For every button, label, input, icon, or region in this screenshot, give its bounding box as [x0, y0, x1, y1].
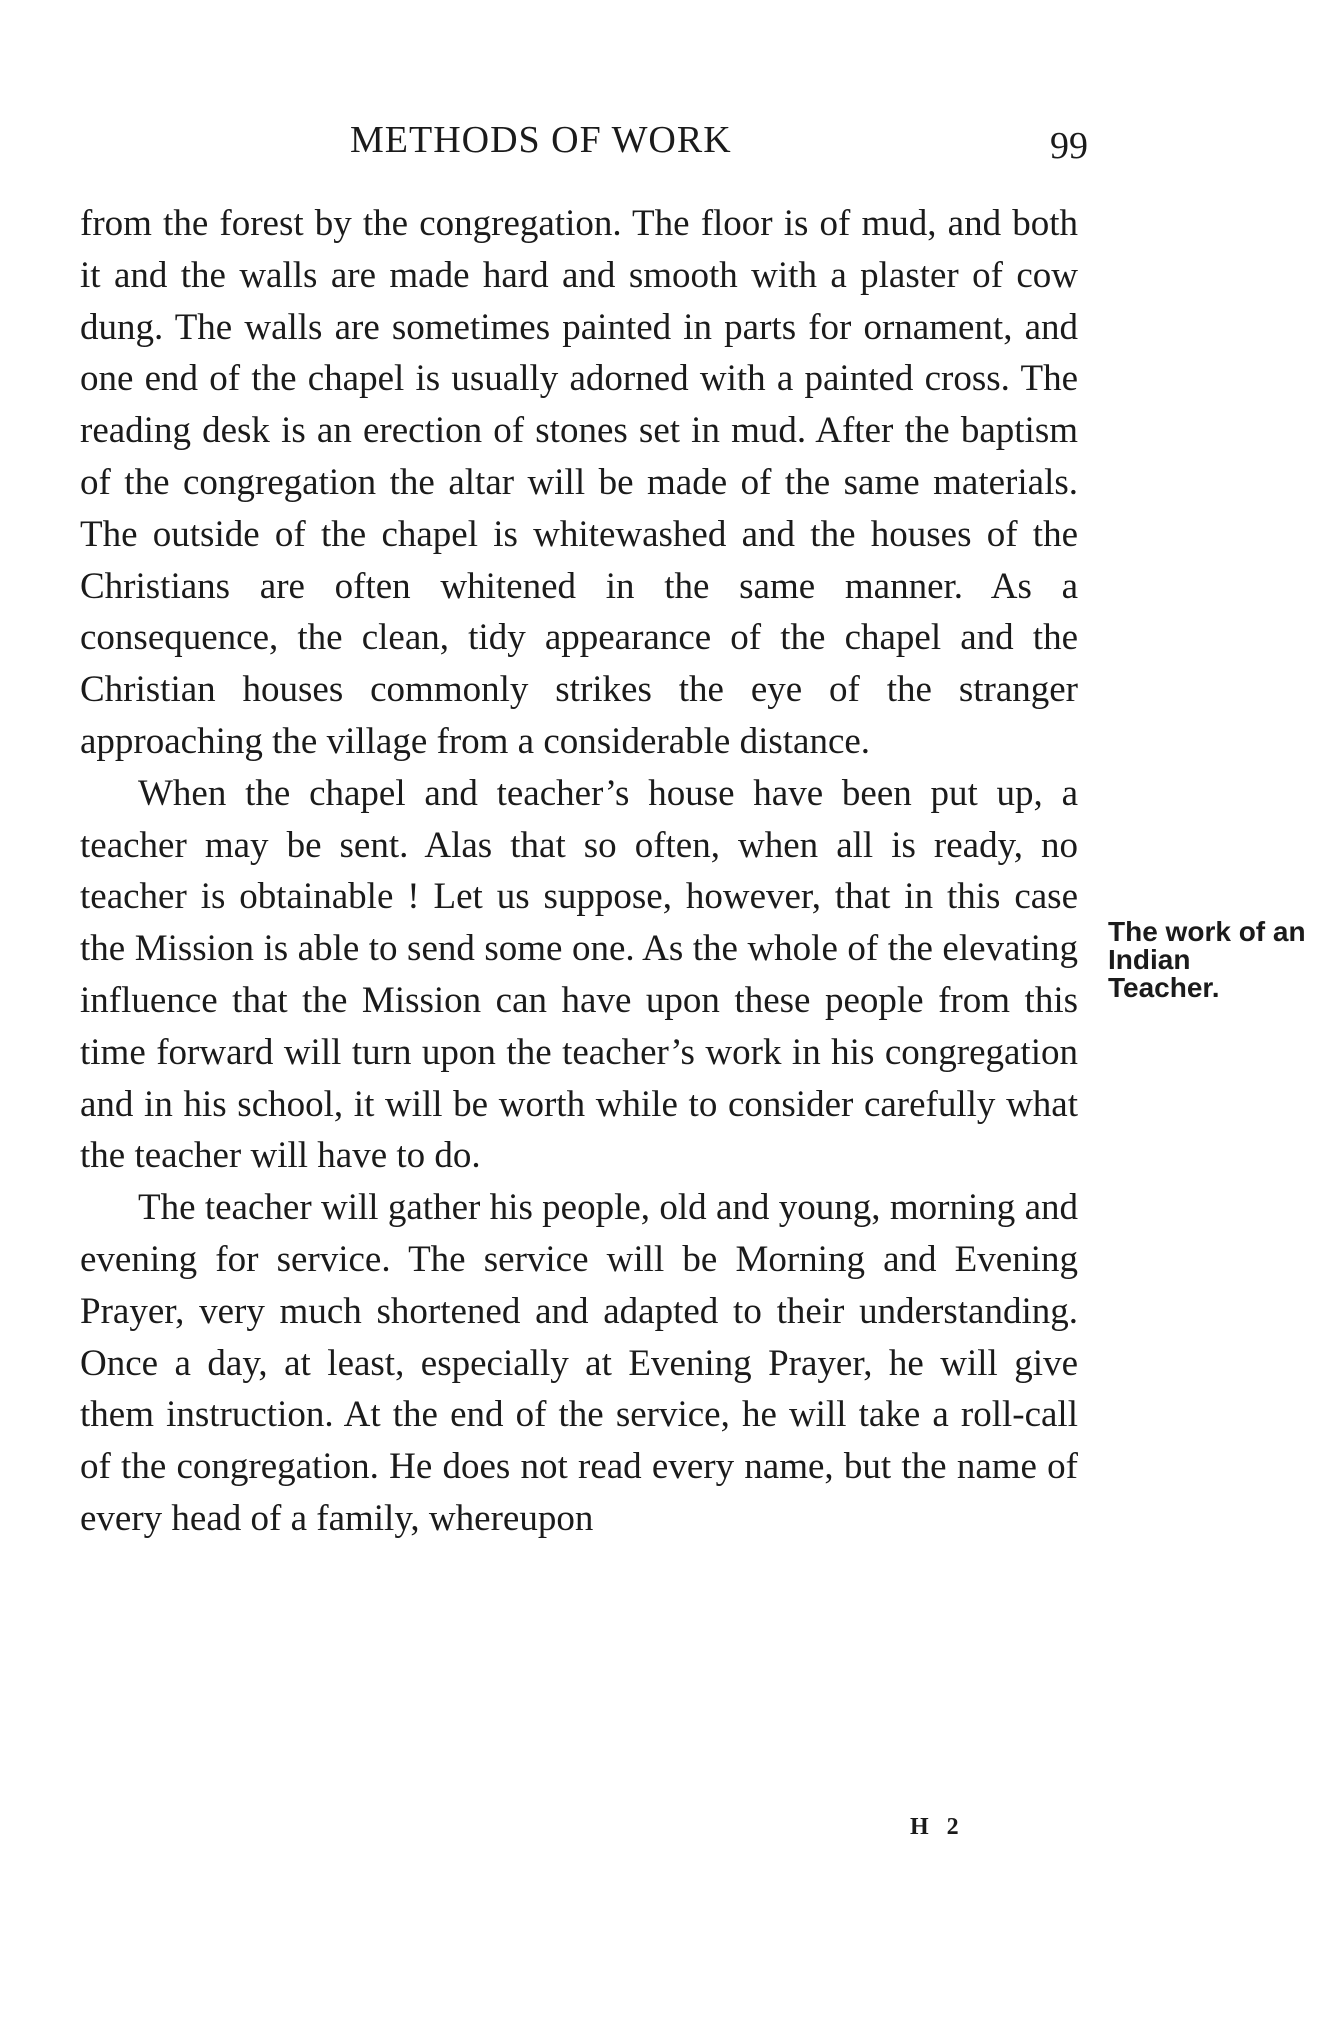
running-title: METHODS OF WORK — [350, 119, 732, 161]
paragraph-teacher-sent: When the chapel and teacher’s house have been put up, a teacher may be sent. Alas that so often, when all is ready, no teacher is obtainable ! Let us suppose, however, that in this case the Mission is able to send some one. As the whole of the elevating influence that the Mission can have upon these people from this time forward will turn upon the teacher’s work in his congregation and in his school, it will be worth while to consider carefully what the teacher will have to do. — [80, 772, 1078, 1177]
paragraph-teacher-service: The teacher will gather his people, old and young, morning and evening for service. The service will be Morning and Evening Prayer, very much shortened and adapted to their understanding. Once a day, at least, especially at Evening Prayer, he will give them instruction. At the end of the service, he will take a roll-call of the congregation. He does not read every name, but the name of every head of a family, whereupon — [80, 1187, 1078, 1539]
paragraph-continued: from the forest by the congregation. The floor is of mud, and both it and the walls are made hard and smooth with a plaster of cow dung. The walls are sometimes painted in parts for ornament, and one end of the chapel is usually adorned with a painted cross. The reading desk is an erection of stones set in mud. After the baptism of the congregation the altar will be made of the same materials. The outside of the chapel is whitewashed and the houses of the Christians are often whitened in the same manner. As a consequence, the clean, tidy appearance of the chapel and the Christian houses commonly strikes the eye of the stranger approaching the village from a considerable distance. — [80, 203, 1078, 762]
body-text — [80, 198, 1078, 1545]
margin-note: The work of an Indian Teacher. — [1108, 916, 1306, 1003]
signature-mark: H 2 — [910, 1814, 965, 1840]
running-head — [80, 118, 1088, 168]
page-number: 99 — [1050, 125, 1088, 167]
